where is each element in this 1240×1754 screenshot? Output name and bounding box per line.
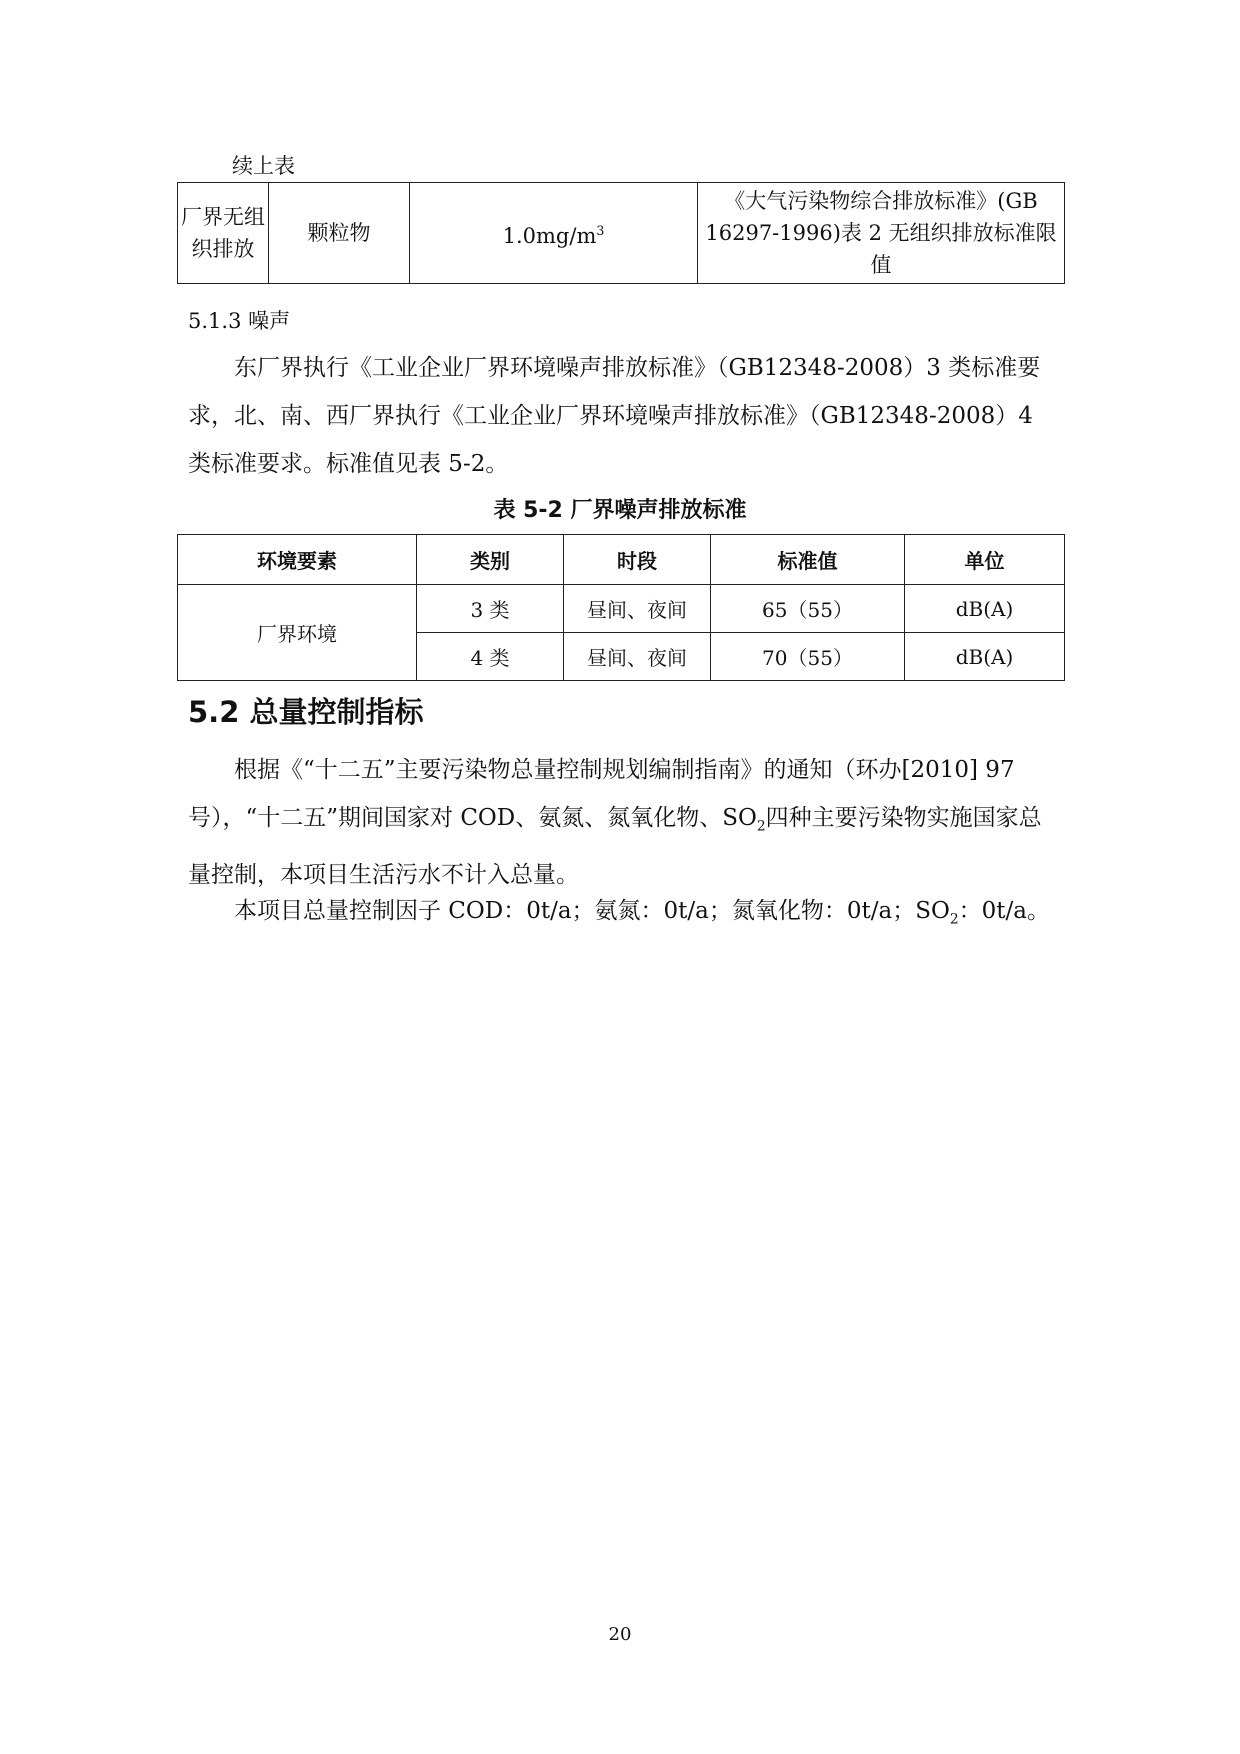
subscript: 2 [756, 818, 766, 835]
header-cell: 类别 [417, 535, 564, 585]
subscript: 2 [949, 911, 959, 928]
header-cell: 单位 [905, 535, 1065, 585]
pollutant-cell: 颗粒物 [269, 183, 410, 284]
category-cell: 厂界无组织排放 [178, 183, 269, 284]
unit-cell: dB(A) [905, 585, 1065, 633]
period-cell: 昼间、夜间 [564, 633, 711, 681]
element-cell: 厂界环境 [178, 585, 417, 681]
standard-cell: 《大气污染物综合排放标准》(GB 16297-1996)表 2 无组织排放标准限值 [698, 183, 1065, 284]
section-heading-52: 5.2 总量控制指标 [188, 695, 424, 729]
table-row [178, 183, 1065, 284]
header-cell: 标准值 [711, 535, 905, 585]
paragraph-text: ：0t/a。 [958, 898, 1050, 924]
value-cell: 70（55） [711, 633, 905, 681]
paragraph-text: 四种主要污染物实施国家总量控制，本项目生活污水不计入总量。 [188, 805, 1042, 888]
noise-standard-table [177, 534, 1065, 681]
table-caption: 表 5-2 厂界噪声排放标准 [493, 498, 747, 523]
period-cell: 昼间、夜间 [564, 585, 711, 633]
header-cell: 环境要素 [178, 535, 417, 585]
paragraph-text: 本项目总量控制因子 COD：0t/a；氨氮：0t/a；氮氧化物：0t/a；SO [234, 898, 950, 924]
total-control-factors [188, 887, 1058, 944]
emission-standard-table-continued [177, 182, 1065, 284]
noise-paragraph: 东厂界执行《工业企业厂界环境噪声排放标准》（GB12348-2008）3 类标准要求，北、南、西厂界执行《工业企业厂界环境噪声排放标准》（GB12348-2008）4 类标准要求。标准值见表 5-2。 [188, 355, 1041, 477]
table-row [178, 585, 1065, 633]
total-control-paragraph [188, 746, 1058, 899]
section-heading-513: 5.1.3 噪声 [188, 309, 291, 333]
unit-cell: dB(A) [905, 633, 1065, 681]
table-header-row [178, 535, 1065, 585]
limit-cell [410, 183, 698, 284]
paragraph-text: 根据《“十二五”主要污染物总量控制规划编制指南》的通知（环办[2010] 97号），“十二五”期间国家对 COD、氨氮、氮氧化物、SO [188, 757, 1015, 831]
header-cell: 时段 [564, 535, 711, 585]
page-number: 20 [608, 1624, 632, 1645]
continuation-label: 续上表 [232, 154, 295, 178]
limit-value: 1.0mg/m [502, 223, 597, 248]
limit-superscript: 3 [596, 222, 605, 238]
class-cell: 3 类 [417, 585, 564, 633]
class-cell: 4 类 [417, 633, 564, 681]
value-cell: 65（55） [711, 585, 905, 633]
